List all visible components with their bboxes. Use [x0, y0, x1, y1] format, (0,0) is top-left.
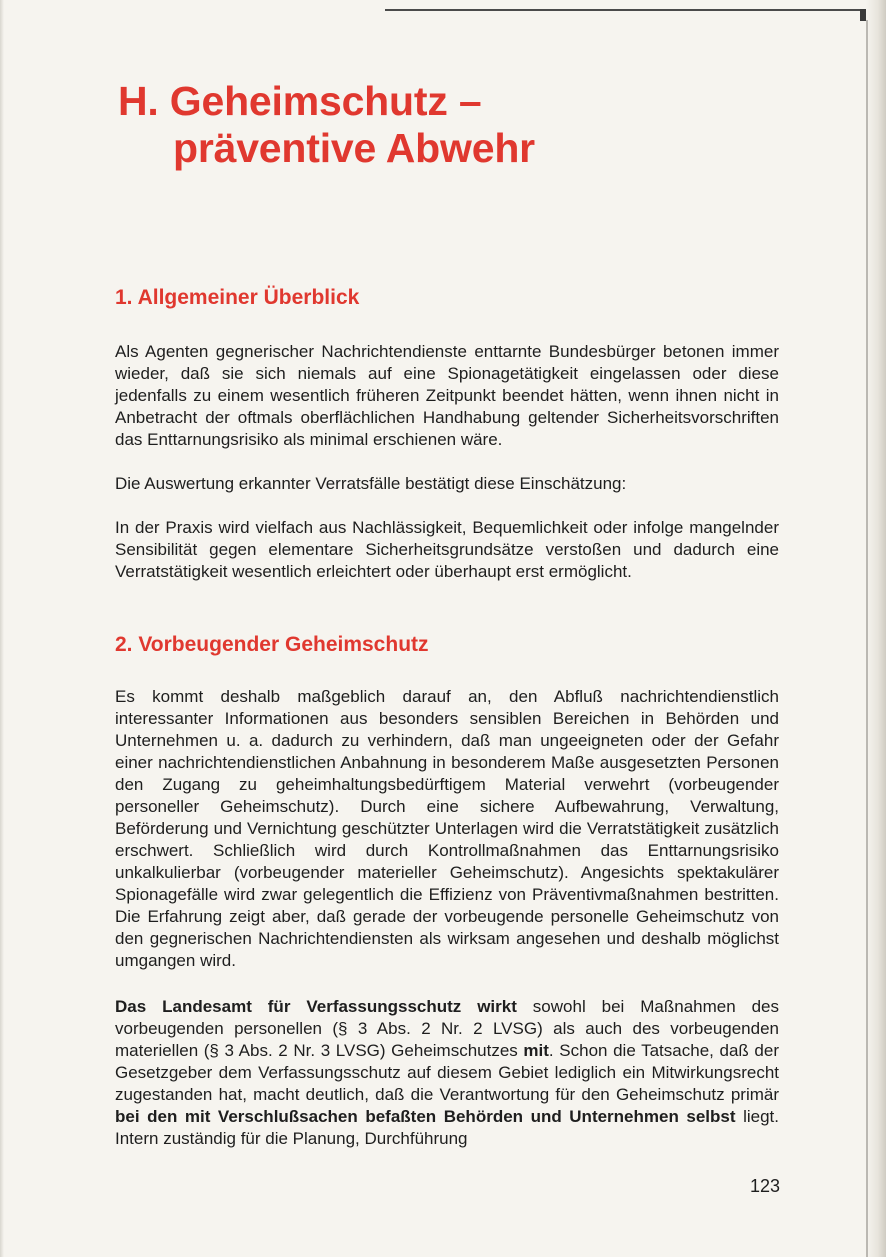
chapter-title-line1: H. Geheimschutz –	[118, 78, 482, 124]
bold-phrase-1: Das Landesamt für Verfassungsschutz wirkt	[115, 997, 517, 1016]
page-number: 123	[749, 1176, 780, 1196]
text-run-1: sowohl bei Maßnahmen des vorbeugenden personellen (§ 3 Abs. 2 Nr. 2 LVSG) als auch des vorbeugenden materiellen (§ 3 Abs. 2 Nr. 3 LVSG) Geheimschutzes	[115, 997, 780, 1060]
chapter-title	[118, 78, 718, 172]
section-heading-1: 1. Allgemeiner Überblick	[115, 286, 360, 309]
bold-phrase-3: bei den mit Verschlußsachen befaßten Behörden und Unternehmen selbst	[115, 1107, 736, 1126]
section1-paragraph-1: Als Agenten gegnerischer Nachrichtendienste enttarnte Bundesbürger betonen immer wieder, daß sie sich niemals auf eine Spionagetätigkeit eingelassen oder diese jedenfalls zu einem wesentlich früheren Zeitpunkt beendet hätten, wenn ihnen nicht in Anbetracht der oftmals oberflächlichen Handhabung geltender Sicherheitsvorschriften das Enttarnungsrisiko als minimal erschienen wäre.	[115, 342, 779, 449]
section1-paragraph-2: Die Auswertung erkannter Verratsfälle bestätigt diese Einschätzung:	[115, 474, 627, 493]
text-run-2: . Schon die Tatsache, daß der Gesetzgeber dem Verfassungsschutz auf diesem Gebiet lediglich ein Mitwirkungsrecht zugestanden hat, macht deutlich, daß die Verantwortung für den Geheimschutz primär	[115, 1041, 779, 1104]
section-heading-2: 2. Vorbeugender Geheimschutz	[115, 633, 429, 656]
section1-paragraph-3: In der Praxis wird vielfach aus Nachlässigkeit, Bequemlichkeit oder infolge mangelnder Sensibilität gegen elementare Sicherheitsgrundsätze verstoßen und dadurch eine Verratstätigkeit wesentlich erleichtert oder überhaupt erst ermöglicht.	[115, 518, 779, 581]
binding-line	[866, 20, 868, 1257]
top-rule	[385, 9, 865, 11]
page-left-edge	[0, 0, 4, 1257]
section2-paragraph-2	[115, 996, 779, 1150]
chapter-title-line2: präventive Abwehr	[173, 125, 535, 171]
bold-phrase-2: mit	[523, 1041, 549, 1060]
text-run-3: liegt. Intern zuständig für die Planung, Durchführung	[115, 1107, 779, 1148]
page-right-edge	[866, 0, 886, 1257]
section2-paragraph-1: Es kommt deshalb maßgeblich darauf an, den Abfluß nachrichtendienstlich interessanter Informationen aus besonders sensiblen Bereichen in Behörden und Unternehmen u. a. dadurch zu verhindern, daß man ungeeigneten oder der Gefahr einer nachrichtendienstlichen Anbahnung in besonderem Maße ausgesetzten Personen den Zugang zu geheimhaltungsbedürftigem Material verwehrt (vorbeugender personeller Geheimschutz). Durch eine sichere Aufbewahrung, Verwaltung, Beförderung und Vernichtung geschützter Unterlagen wird die Verratstätigkeit zusätzlich erschwert. Schließlich wird durch Kontrollmaßnahmen das Enttarnungsrisiko unkalkulierbar (vorbeugender materieller Geheimschutz). Angesichts spektakulärer Spionagefälle wird zwar gelegentlich die Effizienz von Präventivmaßnahmen bestritten. Die Erfahrung zeigt aber, daß gerade der vorbeugende personelle Geheimschutz von den gegnerischen Nachrichtendiensten als wirksam angesehen und deshalb möglichst umgangen wird.	[115, 687, 779, 970]
